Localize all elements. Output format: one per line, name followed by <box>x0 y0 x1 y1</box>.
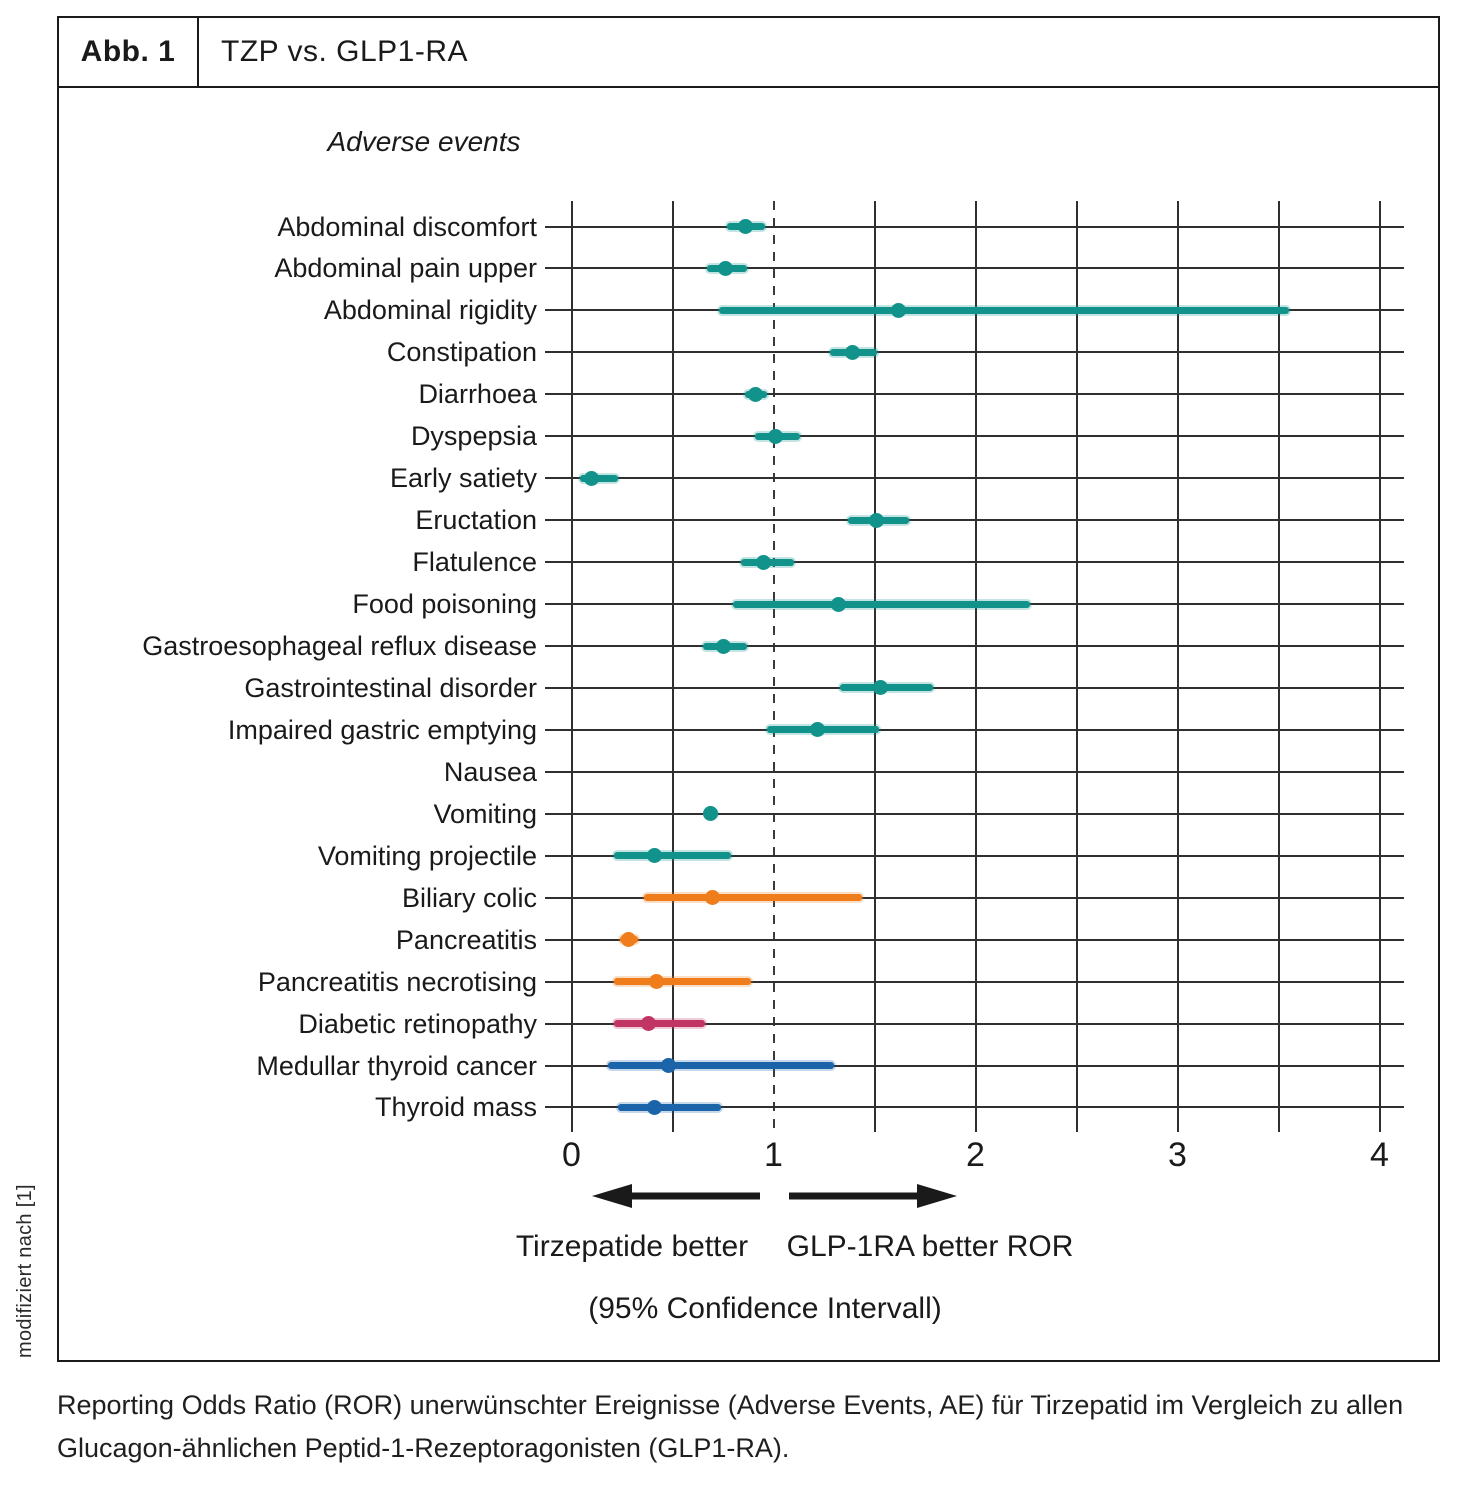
point-estimate <box>831 597 846 612</box>
row-gridline <box>545 939 1404 941</box>
row-label: Biliary colic <box>401 882 537 913</box>
gridline <box>672 201 674 1132</box>
confidence-interval <box>618 1104 721 1111</box>
confidence-interval <box>733 601 1030 608</box>
row-label: Food poisoning <box>352 589 537 620</box>
figure-caption: Reporting Odds Ratio (ROR) unerwünschter Ereignisse (Adverse Events, AE) für Tirzepatid im Vergleich zu allen Glucagon-ähnlichen Peptid-1-Rezeptoragonisten (GLP1-RA). <box>57 1390 1404 1464</box>
point-estimate <box>873 680 888 695</box>
source-note: modifiziert nach [1] <box>14 1184 36 1358</box>
gridline <box>1177 201 1179 1132</box>
row-label: Abdominal pain upper <box>274 253 537 284</box>
point-estimate <box>703 806 718 821</box>
gridline <box>1278 201 1280 1132</box>
figure-label: Abb. 1 <box>59 18 199 86</box>
row-label: Constipation <box>386 337 537 368</box>
row-gridline <box>545 267 1404 269</box>
row-gridline <box>545 393 1404 395</box>
row-gridline <box>545 435 1404 437</box>
row-label: Vomiting <box>433 798 537 829</box>
x-tick-label: 3 <box>1168 1136 1187 1174</box>
row-label: Medullar thyroid cancer <box>256 1050 537 1081</box>
reference-line <box>773 201 775 1132</box>
row-label: Thyroid mass <box>374 1092 537 1123</box>
point-estimate <box>649 974 664 989</box>
row-label: Pancreatitis <box>395 924 537 955</box>
row-label: Gastroesophageal reflux disease <box>142 631 537 661</box>
confidence-interval-note: (95% Confidence Intervall) <box>588 1292 942 1325</box>
point-estimate <box>869 513 884 528</box>
row-label: Gastrointestinal disorder <box>244 672 537 703</box>
gridline <box>975 201 977 1132</box>
row-gridline <box>545 813 1404 815</box>
row-gridline <box>545 477 1404 479</box>
figure-box <box>57 16 1440 1362</box>
x-tick-label: 4 <box>1370 1136 1389 1174</box>
figure-title: TZP vs. GLP1-RA <box>221 35 469 68</box>
point-estimate <box>748 387 763 402</box>
gridline <box>1076 201 1078 1132</box>
point-estimate <box>705 890 720 905</box>
row-gridline <box>545 687 1404 689</box>
confidence-interval <box>644 894 862 901</box>
confidence-interval <box>614 852 731 859</box>
row-label: Abdominal rigidity <box>323 295 537 326</box>
row-label: Pancreatitis necrotising <box>257 966 537 997</box>
row-label: Diarrhoea <box>418 379 537 410</box>
point-estimate <box>584 471 599 486</box>
confidence-interval <box>614 1020 705 1027</box>
row-label: Diabetic retinopathy <box>298 1008 537 1039</box>
row-label: Early satiety <box>389 463 537 494</box>
row-gridline <box>545 561 1404 563</box>
row-label: Vomiting projectile <box>317 840 537 871</box>
row-gridline <box>545 351 1404 353</box>
point-estimate <box>647 1100 662 1115</box>
point-estimate <box>768 429 783 444</box>
row-label: Dyspepsia <box>410 421 537 452</box>
confidence-interval <box>719 307 1289 314</box>
point-estimate <box>891 303 906 318</box>
direction-label-left: Tirzepatide better <box>515 1230 749 1263</box>
x-tick-label: 2 <box>966 1136 985 1174</box>
row-label: Abdominal discomfort <box>277 211 537 242</box>
point-estimate <box>647 848 662 863</box>
gridline <box>1379 201 1381 1132</box>
x-tick-label: 0 <box>562 1136 581 1174</box>
row-label: Impaired gastric emptying <box>227 714 537 745</box>
point-estimate <box>641 1016 656 1031</box>
confidence-interval <box>608 1062 834 1069</box>
row-label: Eructation <box>415 505 537 536</box>
forest-plot <box>59 18 1438 1360</box>
row-label: Nausea <box>443 756 537 787</box>
confidence-interval <box>614 978 751 985</box>
point-estimate <box>661 1058 676 1073</box>
point-estimate <box>756 555 771 570</box>
row-gridline <box>545 645 1404 647</box>
point-estimate <box>738 219 753 234</box>
row-label: Flatulence <box>412 547 537 578</box>
right-arrow-icon <box>785 1182 959 1210</box>
gridline <box>571 201 573 1132</box>
x-tick-label: 1 <box>764 1136 783 1174</box>
point-estimate <box>621 932 636 947</box>
gridline <box>874 201 876 1132</box>
row-gridline <box>545 729 1404 731</box>
point-estimate <box>716 639 731 654</box>
row-gridline <box>545 771 1404 773</box>
direction-label-right: GLP-1RA better ROR <box>786 1230 1074 1263</box>
row-gridline <box>545 226 1404 228</box>
point-estimate <box>718 261 733 276</box>
point-estimate <box>810 722 825 737</box>
row-gridline <box>545 519 1404 521</box>
point-estimate <box>845 345 860 360</box>
left-arrow-icon <box>590 1182 764 1210</box>
chart-title: Adverse events <box>327 126 521 157</box>
